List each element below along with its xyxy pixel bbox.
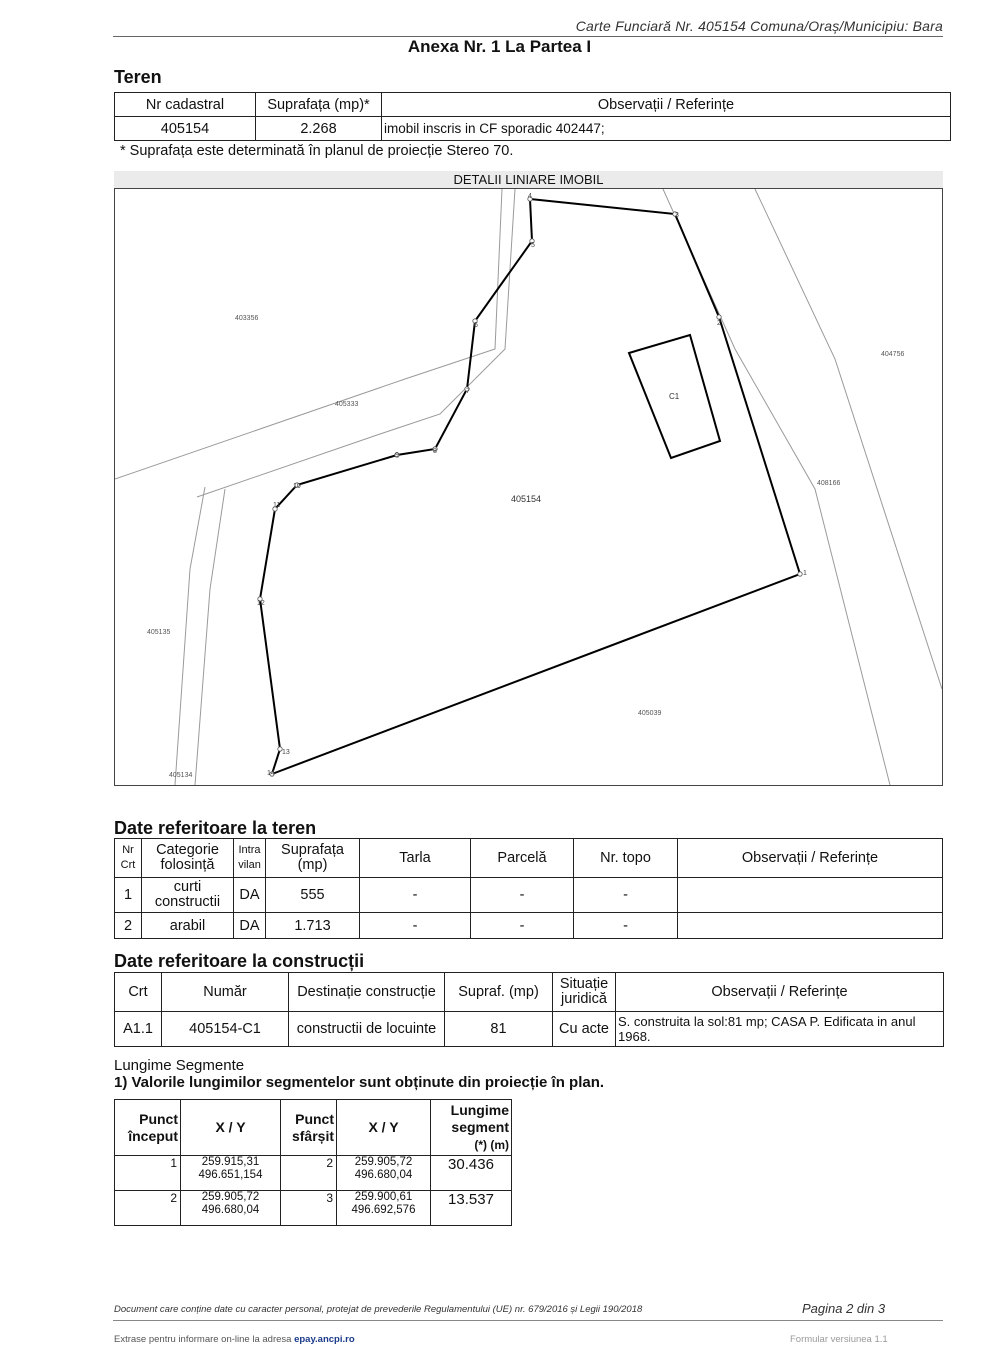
vertex-label: 5 xyxy=(531,242,535,249)
neighbor-label: 405333 xyxy=(335,401,359,408)
cell-start: 2 xyxy=(115,1191,181,1226)
col-xy-start: X / Y xyxy=(181,1100,281,1156)
cell-nr: 2 xyxy=(115,913,142,939)
cell-tarla: - xyxy=(360,878,471,913)
boundary-408166 xyxy=(755,189,942,689)
col-lungime-unit: (*) (m) xyxy=(474,1137,509,1152)
col-observatii: Observații / Referințe xyxy=(678,839,943,878)
cf-reference: Carte Funciară Nr. 405154 Comuna/Oraș/Municipiu: Bara xyxy=(575,18,943,34)
teren-date-title: Date referitoare la teren xyxy=(114,818,317,838)
table-row xyxy=(115,117,951,141)
end-x: 259.905,72 xyxy=(354,1156,413,1168)
segments-header-row xyxy=(115,1100,512,1156)
vertex-label: 3 xyxy=(675,212,679,219)
cell-suprafata: 555 xyxy=(266,878,360,913)
parcel-boundary xyxy=(260,199,800,774)
teren-table xyxy=(114,92,951,141)
boundary-road-a xyxy=(175,487,205,785)
online-text: Extrase pentru informare on-line la adresa xyxy=(114,1334,292,1345)
vertex-label: 13 xyxy=(282,749,290,756)
col-xy-end: X / Y xyxy=(337,1100,431,1156)
col-suprafata: Suprafața (mp) xyxy=(266,839,360,878)
col-lungime xyxy=(431,1100,512,1156)
col-nr-topo: Nr. topo xyxy=(574,839,678,878)
cell-categorie: curti constructii xyxy=(142,878,234,913)
cell-observatii xyxy=(678,913,943,939)
neighbor-label: 408166 xyxy=(817,480,841,487)
footer-rule xyxy=(113,1320,943,1321)
page-number: Pagina 2 din 3 xyxy=(802,1301,886,1316)
vertex-label: 8 xyxy=(433,448,437,455)
teren-header-row xyxy=(115,93,951,117)
col-punct-inceput: Punct început xyxy=(115,1100,181,1156)
table-row xyxy=(115,1012,944,1047)
neighbor-label: 405039 xyxy=(638,710,662,717)
annex-title: Anexa Nr. 1 La Partea I xyxy=(407,37,592,56)
parcel-label: 405154 xyxy=(511,494,542,504)
vertex-label: 11 xyxy=(273,502,281,509)
vertex-label: 6 xyxy=(474,322,478,329)
col-numar: Număr xyxy=(162,973,289,1012)
neighbor-label: 405134 xyxy=(169,772,193,779)
end-y: 496.680,04 xyxy=(354,1169,413,1181)
cell-tarla: - xyxy=(360,913,471,939)
cell-length: 30.436 xyxy=(431,1156,512,1191)
cell-end-xy xyxy=(337,1191,431,1226)
col-tarla: Tarla xyxy=(360,839,471,878)
cell-nr-topo: - xyxy=(574,878,678,913)
constructii-header-row xyxy=(115,973,944,1012)
vertex-label: 7 xyxy=(466,388,470,395)
cell-suprafata: 2.268 xyxy=(256,117,382,141)
segments-table xyxy=(114,1099,512,1226)
cell-parcela: - xyxy=(471,913,574,939)
cell-crt: A1.1 xyxy=(115,1012,162,1047)
col-supraf: Supraf. (mp) xyxy=(445,973,553,1012)
col-intravilan: Intra vilan xyxy=(234,839,266,878)
cell-intravilan: DA xyxy=(234,913,266,939)
plan-drawing xyxy=(115,189,942,785)
cell-start-xy xyxy=(181,1156,281,1191)
cell-observatii xyxy=(678,878,943,913)
boundary-405333 xyxy=(197,189,515,497)
cell-start-xy xyxy=(181,1191,281,1226)
cell-nr: 1 xyxy=(115,878,142,913)
cell-observatii: imobil inscris in CF sporadic 402447; xyxy=(382,117,951,141)
table-row xyxy=(115,878,943,913)
end-x: 259.900,61 xyxy=(354,1191,413,1203)
cell-situatie: Cu acte xyxy=(553,1012,616,1047)
neighbor-label: 405135 xyxy=(147,629,171,636)
vertex-label: 12 xyxy=(257,600,265,607)
start-x: 259.905,72 xyxy=(201,1191,260,1203)
col-nr-cadastral: Nr cadastral xyxy=(115,93,256,117)
col-crt: Crt xyxy=(115,973,162,1012)
vertex-label: 4 xyxy=(528,193,532,200)
constructii-title: Date referitoare la construcții xyxy=(114,951,365,971)
neighbor-label: 404756 xyxy=(881,351,905,358)
col-observatii: Observații / Referințe xyxy=(616,973,944,1012)
cell-parcela: - xyxy=(471,878,574,913)
teren-date-table xyxy=(114,838,943,939)
col-categorie: Categorie folosință xyxy=(142,839,234,878)
table-row xyxy=(115,913,943,939)
teren-title: Teren xyxy=(114,67,162,87)
table-row xyxy=(115,1191,512,1226)
online-site-link[interactable]: epay.ancpi.ro xyxy=(294,1334,355,1345)
surface-note: * Suprafața este determinată în planul de proiecție Stereo 70. xyxy=(120,143,514,159)
cell-categorie: arabil xyxy=(142,913,234,939)
building-label: C1 xyxy=(669,392,680,401)
cell-suprafata: 1.713 xyxy=(266,913,360,939)
col-destinatie: Destinație construcție xyxy=(289,973,445,1012)
teren-date-header-row xyxy=(115,839,943,878)
plan-header: DETALII LINIARE IMOBIL xyxy=(114,171,943,188)
cell-start: 1 xyxy=(115,1156,181,1191)
table-row xyxy=(115,1156,512,1191)
start-y: 496.680,04 xyxy=(201,1204,260,1216)
vertex-label: 2 xyxy=(717,320,721,327)
vertex-label: 9 xyxy=(395,452,399,459)
boundary-403356 xyxy=(115,189,502,479)
form-version: Formular versiunea 1.1 xyxy=(790,1334,888,1345)
cell-end-xy xyxy=(337,1156,431,1191)
vertex-label: 1 xyxy=(803,570,807,577)
privacy-disclaimer: Document care conține date cu caracter personal, protejat de prevederile Regulamentului (UE) nr. 679/2016 și Legii 190/2018 xyxy=(114,1304,643,1315)
neighbor-label: 403356 xyxy=(235,315,259,322)
online-info xyxy=(114,1334,355,1345)
col-parcela: Parcelă xyxy=(471,839,574,878)
cell-nr-topo: - xyxy=(574,913,678,939)
cell-supraf: 81 xyxy=(445,1012,553,1047)
start-x: 259.915,31 xyxy=(201,1156,260,1168)
cell-observatii: S. construita la sol:81 mp; CASA P. Edificata in anul 1968. xyxy=(616,1012,944,1047)
cell-numar: 405154-C1 xyxy=(162,1012,289,1047)
start-y: 496.651,154 xyxy=(198,1169,263,1181)
cell-length: 13.537 xyxy=(431,1191,512,1226)
cell-intravilan: DA xyxy=(234,878,266,913)
boundary-404756 xyxy=(663,189,890,785)
cadastral-plan xyxy=(114,188,943,786)
col-situatie: Situație juridică xyxy=(553,973,616,1012)
end-y: 496.692,576 xyxy=(351,1204,416,1216)
col-punct-sfarsit: Punct sfârșit xyxy=(281,1100,337,1156)
col-lungime-label: Lungime segment xyxy=(450,1101,509,1135)
col-nr-crt: Nr Crt xyxy=(115,839,142,878)
cell-end: 3 xyxy=(281,1191,337,1226)
vertex-label: 14 xyxy=(267,770,275,777)
segments-note: 1) Valorile lungimilor segmentelor sunt obținute din proiecție în plan. xyxy=(114,1074,605,1091)
col-observatii: Observații / Referințe xyxy=(382,93,951,117)
constructii-table xyxy=(114,972,944,1047)
cell-destinatie: constructii de locuinte xyxy=(289,1012,445,1047)
segments-title: Lungime Segmente xyxy=(114,1057,245,1074)
boundary-road-b xyxy=(195,489,225,785)
vertex-label: 10 xyxy=(293,483,301,490)
cell-end: 2 xyxy=(281,1156,337,1191)
cell-nr-cadastral: 405154 xyxy=(115,117,256,141)
col-suprafata: Suprafața (mp)* xyxy=(256,93,382,117)
